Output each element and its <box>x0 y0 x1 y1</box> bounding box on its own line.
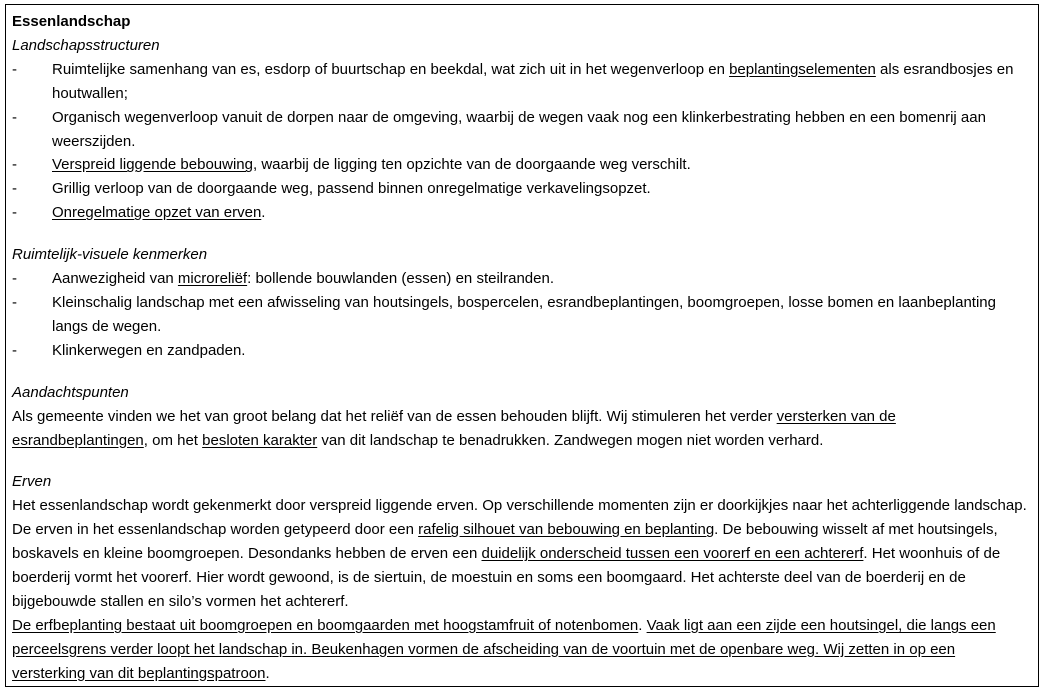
spacer <box>12 363 1032 381</box>
list-item-text <box>52 156 691 173</box>
text-run: . <box>265 664 270 682</box>
list-item-text <box>52 61 1013 102</box>
visual-list <box>12 267 1032 363</box>
text-run: Organisch wegenverloop vanuit de dorpen naar de omgeving, waarbij de wegen vaak nog een klinkerbestrating hebben en een bomenrij aan weerszijden. <box>52 108 986 150</box>
underlined-text: Verspreid liggende bebouwing <box>52 156 253 174</box>
list-item-text <box>52 180 651 197</box>
dash-bullet: - <box>12 341 17 359</box>
dash-bullet: - <box>12 60 17 78</box>
dash-bullet: - <box>12 293 17 311</box>
list-item-text <box>52 109 986 150</box>
text-run: Ruimtelijke samenhang van es, esdorp of buurtschap en beekdal, wat zich uit in het wegenverloop en <box>52 60 730 78</box>
list-item <box>12 153 1032 177</box>
section-heading-visual: Ruimtelijk-visuele kenmerken <box>12 246 208 264</box>
dash-bullet: - <box>12 270 17 288</box>
yards-paragraph <box>12 494 1032 614</box>
list-item-text <box>52 342 245 359</box>
list-item <box>12 339 1032 363</box>
text-run: . De bebouwing wisselt af met houtsingels, boskavels en kleine boomgroepen. Desondanks hebben de erven een <box>12 521 998 563</box>
dash-bullet: - <box>12 108 17 126</box>
underlined-text: De erfbeplanting bestaat uit boomgroepen en boomgaarden met hoogstamfruit of notenbomen <box>12 616 639 634</box>
list-item <box>12 58 1032 106</box>
underlined-text: microreliëf <box>177 270 248 288</box>
section-heading-attention: Aandachtspunten <box>12 383 129 401</box>
underlined-text: besloten karakter <box>202 431 318 449</box>
spacer <box>12 225 1032 243</box>
text-run: Aanwezigheid van <box>52 270 178 288</box>
document-title: Essenlandschap <box>12 13 131 30</box>
list-item-text <box>52 204 265 221</box>
text-run: als esrandbosjes en houtwallen; <box>52 60 1014 102</box>
underlined-text: rafelig silhouet van bebouwing en beplanting <box>418 521 715 539</box>
yards-paragraph-2 <box>12 614 1032 686</box>
list-item <box>12 267 1032 291</box>
document-content <box>12 10 1032 686</box>
landscape-list <box>12 58 1032 225</box>
list-item <box>12 291 1032 339</box>
text-run: Klinkerwegen en zandpaden. <box>52 341 246 359</box>
list-item <box>12 106 1032 154</box>
text-run: Grillig verloop van de doorgaande weg, passend binnen onregelmatige verkavelingsopzet. <box>52 180 651 198</box>
underlined-text: Vaak ligt aan een zijde een houtsingel, die langs een perceelsgrens verder loopt het landschap in. Beukenhagen vormen de afscheiding van de voortuin met de openbare weg. Wij zetten in op een versterking van dit beplantingspatroon <box>12 616 996 682</box>
dash-bullet: - <box>12 204 17 222</box>
list-item-text <box>52 270 554 287</box>
text-run: Kleinschalig landschap met een afwisseling van houtsingels, bospercelen, esrandbeplantingen, boomgroepen, losse bomen en laanbeplanting langs de wegen. <box>52 293 996 335</box>
section-heading-yards: Erven <box>12 473 52 491</box>
text-run: van dit landschap te benadrukken. Zandwegen mogen niet worden verhard. <box>317 431 824 449</box>
list-item <box>12 177 1032 201</box>
list-item <box>12 201 1032 225</box>
text-run: Als gemeente vinden we het van groot belang dat het reliëf van de essen behouden blijft. Wij stimuleren het verder <box>12 407 777 425</box>
attention-paragraph <box>12 405 1032 453</box>
underlined-text: Onregelmatige opzet van erven <box>52 204 262 222</box>
underlined-text: versterken van de esrandbeplantingen <box>12 407 896 449</box>
text-run: : bollende bouwlanden (essen) en steilranden. <box>247 270 554 288</box>
text-run: , waarbij de ligging ten opzichte van de doorgaande weg verschilt. <box>252 156 691 174</box>
spacer <box>12 452 1032 470</box>
underlined-text: duidelijk onderscheid tussen een voorerf en een achtererf <box>481 545 864 563</box>
dash-bullet: - <box>12 180 17 198</box>
underlined-text: beplantingselementen <box>729 60 876 78</box>
dash-bullet: - <box>12 156 17 174</box>
text-run: . <box>638 616 647 634</box>
text-run: , om het <box>143 431 203 449</box>
list-item-text <box>52 294 996 335</box>
section-heading-landscape: Landschapsstructuren <box>12 36 160 54</box>
text-run: . <box>261 204 266 222</box>
text-run: . Het woonhuis of de boerderij vormt het voorerf. Hier wordt gewoond, is de siertuin, de moestuin en soms een boomgaard. Het achterste deel van de boerderij en de bijgebouwde stallen en silo’s vormen het achtererf. <box>12 545 1001 610</box>
text-run: Het essenlandschap wordt gekenmerkt door verspreid liggende erven. Op verschillende momenten zijn er doorkijkjes naar het achterliggende landschap. De erven in het essenlandschap worden getypeerd door een <box>12 497 1027 539</box>
document-frame <box>5 4 1039 687</box>
